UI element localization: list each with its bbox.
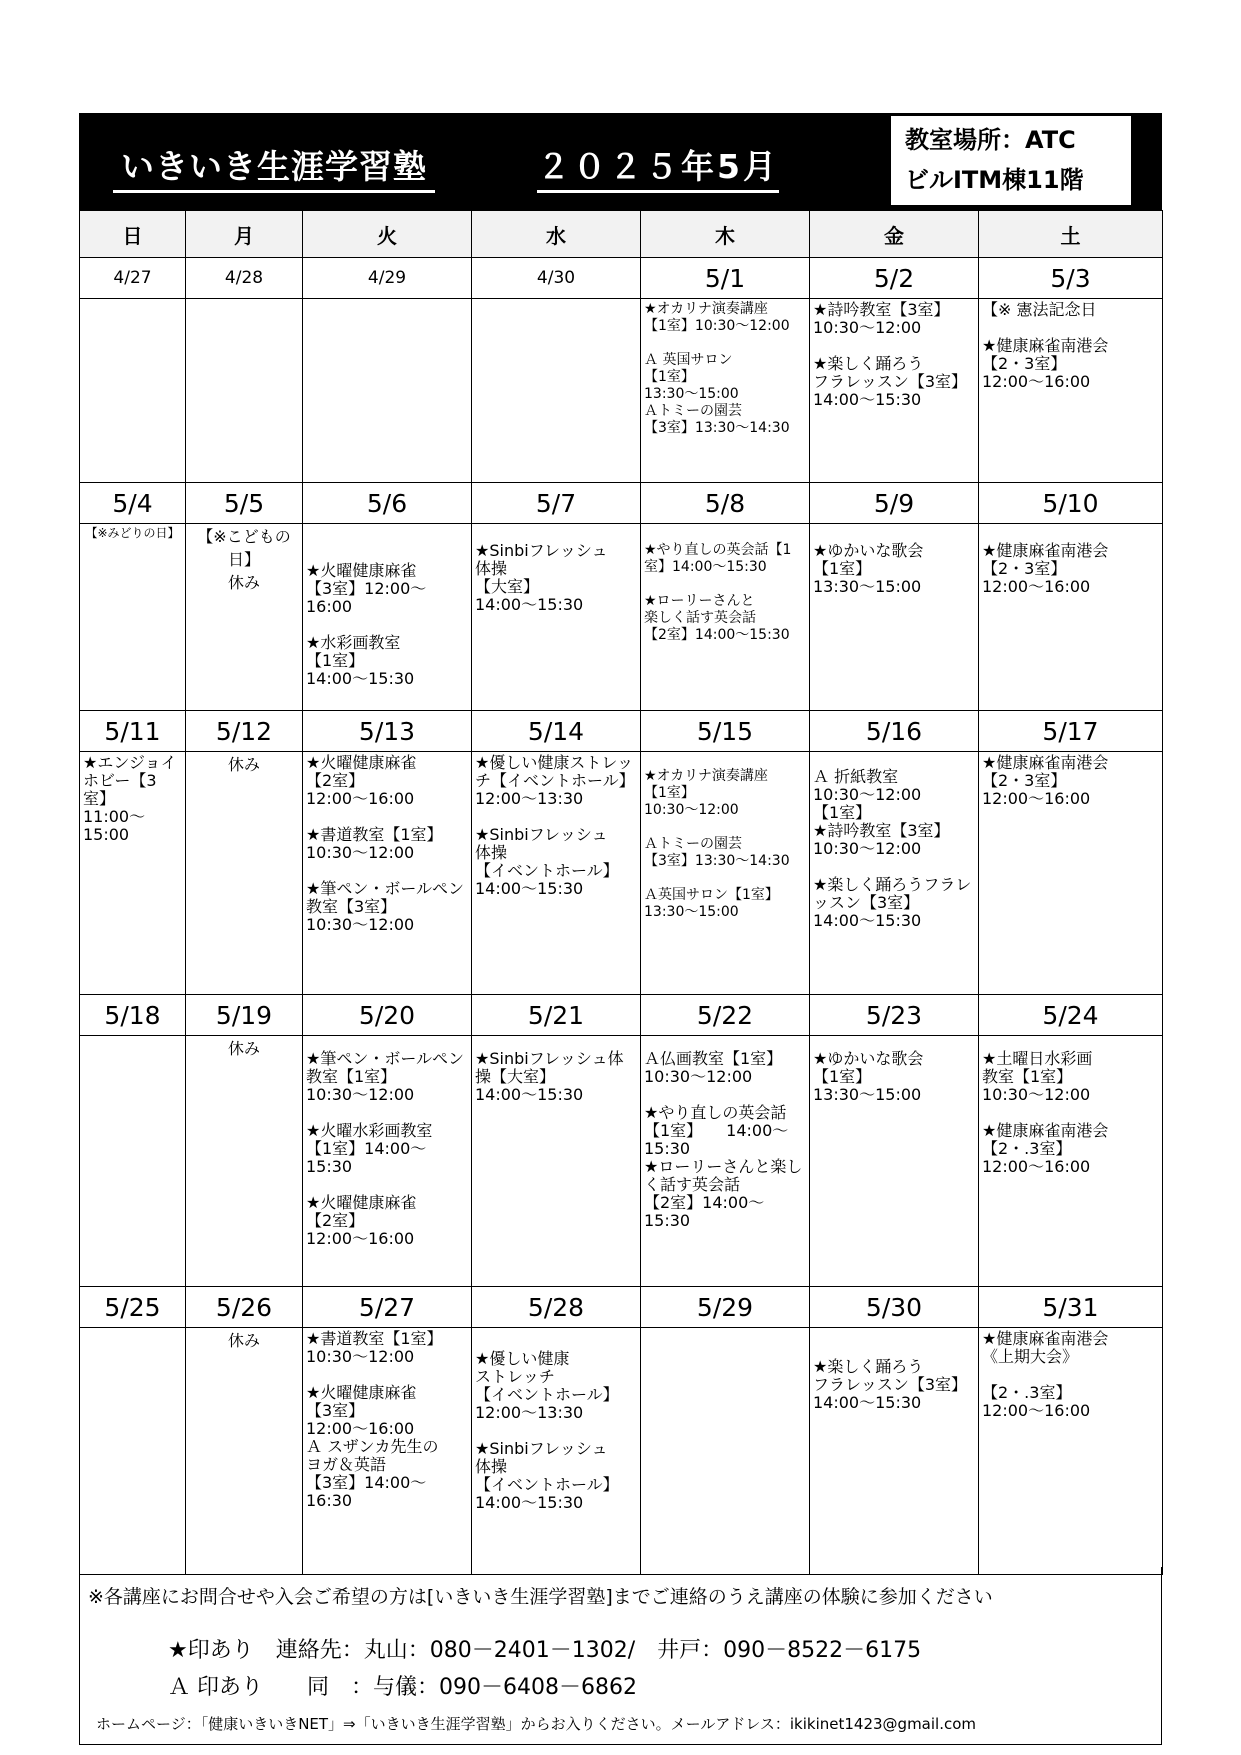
date-row — [80, 1287, 1163, 1328]
event-cell-empty — [186, 299, 303, 483]
event-text: Ａ仏画教室【1室】 10:30～12:00 ★やり直しの英会話【1室】 14:00～15:30 ★ローリーさんと楽しく話す英会話 【2室】14:00～15:30 — [644, 1049, 803, 1230]
event-text: ★楽しく踊ろう フラレッスン【3室】 14:00～15:30 — [813, 1357, 968, 1412]
date-cell: 5/4 — [80, 483, 186, 524]
event-cell — [979, 752, 1163, 995]
weekday-thu: 木 — [641, 211, 810, 258]
date-cell: 5/17 — [979, 711, 1163, 752]
event-text: ★火曜健康麻雀 【3室】12:00～16:00 ★水彩画教室 【1室】 14:00～15:30 — [306, 561, 427, 688]
date-cell: 5/13 — [303, 711, 472, 752]
event-text: ★Sinbiフレッシュ 体操 【大室】 14:00～15:30 — [475, 541, 608, 614]
date-row — [80, 483, 1163, 524]
event-text: Ａ 折紙教室 10:30～12:00 【1室】 ★詩吟教室【3室】 10:30～12:00 ★楽しく踊ろうフラレッスン【3室】 14:00～15:30 — [813, 767, 972, 930]
event-cell — [186, 524, 303, 711]
event-cell — [80, 752, 186, 995]
date-cell: 5/14 — [472, 711, 641, 752]
event-text: ★健康麻雀南港会 《上期大会》 【2・.3室】 12:00～16:00 — [982, 1329, 1109, 1420]
event-text — [641, 1328, 809, 1330]
date-cell: 5/24 — [979, 995, 1163, 1036]
location-line2: ビルITM棟11階 — [905, 166, 1084, 194]
date-cell: 5/22 — [641, 995, 810, 1036]
date-cell: 5/29 — [641, 1287, 810, 1328]
event-row — [80, 1328, 1163, 1575]
date-cell: 5/10 — [979, 483, 1163, 524]
date-cell: 5/27 — [303, 1287, 472, 1328]
date-cell: 5/26 — [186, 1287, 303, 1328]
location-box — [887, 116, 1131, 205]
event-text: ★健康麻雀南港会 【2・3室】 12:00～16:00 — [982, 541, 1109, 596]
event-cell — [810, 299, 979, 483]
event-text: ★ゆかいな歌会 【1室】 13:30～15:00 — [813, 541, 924, 596]
event-text — [80, 1328, 185, 1330]
event-cell — [979, 299, 1163, 483]
event-cell — [472, 524, 641, 711]
date-row — [80, 995, 1163, 1036]
contact-a-line: Ａ 印あり 同 ：与儀：090－6408－6862 — [168, 1675, 637, 1700]
date-cell: 5/15 — [641, 711, 810, 752]
header-bar — [79, 113, 1162, 210]
event-row — [80, 524, 1163, 711]
weekday-sun: 日 — [80, 211, 186, 258]
event-text: ★筆ペン・ボールペン 教室【1室】 10:30～12:00 ★火曜水彩画教室 【1室】14:00～ 15:30 ★火曜健康麻雀 【2室】 12:00～16:00 — [306, 1049, 465, 1248]
event-cell-empty — [80, 299, 186, 483]
holiday-text: 休み — [227, 1039, 260, 1058]
event-text: ★優しい健康ストレッチ【イベントホール】 12:00～13:30 ★Sinbiフレッシュ 体操 【イベントホール】 14:00～15:30 — [475, 753, 635, 898]
event-cell-empty — [303, 299, 472, 483]
event-cell — [810, 1036, 979, 1287]
date-cell: 5/9 — [810, 483, 979, 524]
event-cell — [810, 1328, 979, 1575]
holiday-text: 【※みどりの日】 — [85, 526, 180, 540]
event-text: ★詩吟教室【3室】 10:30～12:00 ★楽しく踊ろう フラレッスン【3室】 14:00～15:30 — [813, 300, 968, 409]
date-cell: 4/27 — [80, 258, 186, 299]
date-cell: 4/28 — [186, 258, 303, 299]
date-cell: 5/21 — [472, 995, 641, 1036]
date-cell: 5/20 — [303, 995, 472, 1036]
date-cell: 5/5 — [186, 483, 303, 524]
holiday-text: 休み — [227, 755, 260, 774]
event-cell — [979, 1328, 1163, 1575]
event-cell — [641, 752, 810, 995]
event-text: ★健康麻雀南港会 【2・3室】 12:00～16:00 — [982, 753, 1109, 808]
event-text — [80, 1036, 185, 1038]
event-cell — [979, 1036, 1163, 1287]
date-cell: 5/3 — [979, 258, 1163, 299]
event-cell — [810, 752, 979, 995]
date-cell: 5/1 — [641, 258, 810, 299]
event-text: ★書道教室【1室】 10:30～12:00 ★火曜健康麻雀 【3室】 12:00～16:00 Ａ スザンカ先生の ヨガ＆英語 【3室】14:00～16:30 — [306, 1329, 443, 1510]
event-cell — [472, 752, 641, 995]
calendar-table — [79, 210, 1163, 1575]
event-cell — [303, 1036, 472, 1287]
weekday-fri: 金 — [810, 211, 979, 258]
footer-notes — [79, 1567, 1162, 1745]
holiday-text: 休み — [227, 1331, 260, 1350]
event-cell — [641, 1036, 810, 1287]
event-cell — [186, 752, 303, 995]
page-title: いきいき生涯学習塾 — [113, 141, 435, 193]
date-cell: 5/30 — [810, 1287, 979, 1328]
event-cell — [80, 524, 186, 711]
date-cell: 5/2 — [810, 258, 979, 299]
event-row — [80, 1036, 1163, 1287]
event-text: ★ゆかいな歌会 【1室】 13:30～15:00 — [813, 1049, 924, 1104]
event-cell — [303, 1328, 472, 1575]
event-text: ★火曜健康麻雀 【2室】 12:00～16:00 ★書道教室【1室】 10:30～12:00 ★筆ペン・ボールペン 教室【3室】 10:30～12:00 — [306, 753, 465, 934]
event-cell — [472, 1328, 641, 1575]
event-text: ★オカリナ演奏講座 【1室】 10:30～12:00 Ａトミーの園芸 【3室】13:30～14:30 Ａ英国サロン【1室】 13:30～15:00 — [644, 768, 790, 920]
event-text: ★やり直しの英会話【1室】14:00～15:30 ★ローリーさんと 楽しく話す英会話 【2室】14:00～15:30 — [644, 542, 792, 643]
event-cell — [186, 1036, 303, 1287]
event-text: ★Sinbiフレッシュ体操【大室】 14:00～15:30 — [475, 1049, 624, 1104]
month-title: ２０２５年5月 — [537, 141, 779, 193]
date-cell: 5/6 — [303, 483, 472, 524]
event-cell-empty — [80, 1036, 186, 1287]
calendar-page — [79, 113, 1162, 1745]
event-cell — [979, 524, 1163, 711]
event-text: ★エンジョイ ホビー【3室】 11:00～ 15:00 — [83, 753, 177, 844]
event-cell — [641, 524, 810, 711]
event-text: ★オカリナ演奏講座 【1室】10:30～12:00 Ａ 英国サロン 【1室】 13:30～15:00 Ａトミーの園芸 【3室】13:30～14:30 — [644, 301, 790, 436]
location-line1: 教室場所：ATC — [905, 126, 1076, 154]
date-cell: 5/16 — [810, 711, 979, 752]
event-cell — [303, 524, 472, 711]
event-cell-empty — [80, 1328, 186, 1575]
event-cell — [303, 752, 472, 995]
homepage-line: ホームページ：「健康いきいきNET」⇒「いきいき生涯学習塾」からお入りください。メールアドレス：ikikinet1423@gmail.com — [96, 1715, 977, 1733]
date-row — [80, 258, 1163, 299]
date-cell: 5/8 — [641, 483, 810, 524]
weekday-sat: 土 — [979, 211, 1163, 258]
event-row — [80, 752, 1163, 995]
event-cell — [472, 1036, 641, 1287]
date-cell: 5/28 — [472, 1287, 641, 1328]
date-cell: 5/7 — [472, 483, 641, 524]
date-cell: 5/31 — [979, 1287, 1163, 1328]
date-cell: 4/30 — [472, 258, 641, 299]
event-text: 【※ 憲法記念日 ★健康麻雀南港会 【2・3室】 12:00～16:00 — [982, 300, 1109, 391]
weekday-mon: 月 — [186, 211, 303, 258]
date-cell: 5/12 — [186, 711, 303, 752]
inquiry-note: ※各講座にお問合せや入会ご希望の方は[いきいき生涯学習塾]までご連絡のうえ講座の体験に参加ください — [88, 1586, 993, 1608]
event-text: ★土曜日水彩画 教室【1室】 10:30～12:00 ★健康麻雀南港会 【2・.3室】 12:00～16:00 — [982, 1049, 1109, 1176]
date-cell: 5/19 — [186, 995, 303, 1036]
date-cell: 5/25 — [80, 1287, 186, 1328]
date-row — [80, 711, 1163, 752]
date-cell: 4/29 — [303, 258, 472, 299]
weekday-wed: 水 — [472, 211, 641, 258]
contact-star-line: ★印あり 連絡先：丸山：080－2401－1302/ 井戸：090－8522－6175 — [168, 1638, 922, 1663]
date-cell: 5/18 — [80, 995, 186, 1036]
event-cell — [186, 1328, 303, 1575]
event-cell-empty — [641, 1328, 810, 1575]
event-row — [80, 299, 1163, 483]
event-cell-empty — [472, 299, 641, 483]
event-cell — [810, 524, 979, 711]
weekday-tue: 火 — [303, 211, 472, 258]
weekday-header-row — [80, 211, 1163, 258]
date-cell: 5/23 — [810, 995, 979, 1036]
date-cell: 5/11 — [80, 711, 186, 752]
event-cell — [641, 299, 810, 483]
holiday-text: 【※こどもの日】 休み — [197, 527, 291, 592]
event-text: ★優しい健康 ストレッチ 【イベントホール】 12:00～13:30 ★Sinbiフレッシュ 体操 【イベントホール】 14:00～15:30 — [475, 1349, 619, 1512]
